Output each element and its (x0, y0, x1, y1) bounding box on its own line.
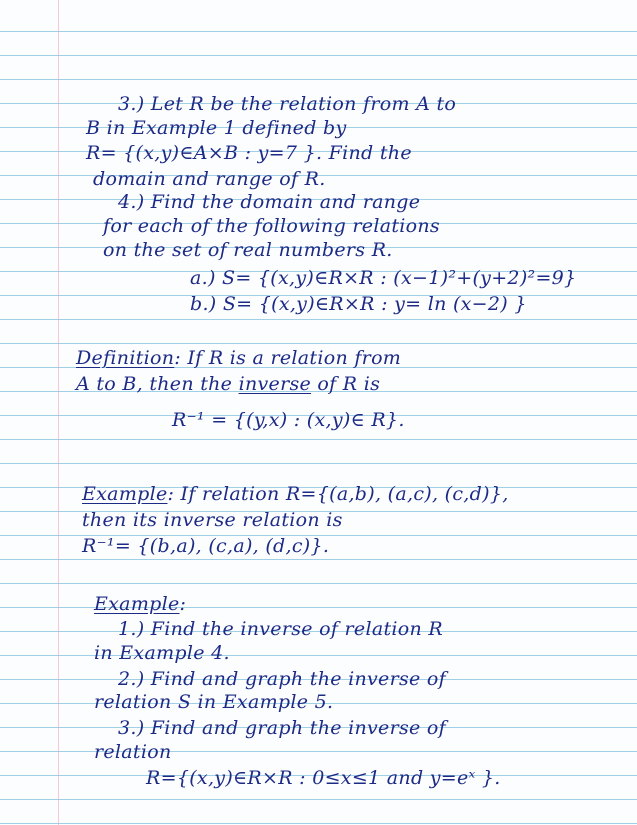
problem-4b: b.) S= {(x,y)∈R×R : y= ln (x−2) } (190, 293, 527, 315)
example-text: then its inverse relation is (82, 509, 343, 531)
problem-4-line: for each of the following relations (103, 215, 440, 237)
exercise-line: relation (94, 741, 172, 763)
exercise-line: 3.) Find and graph the inverse of (118, 717, 446, 739)
exercise-line: relation S in Example 5. (94, 691, 334, 713)
problem-4a: a.) S= {(x,y)∈R×R : (x−1)²+(y+2)²=9} (190, 267, 577, 289)
example-text: R⁻¹= {(b,a), (c,a), (d,c)}. (82, 535, 330, 557)
inverse-term: inverse (238, 373, 312, 395)
problem-3-line: domain and range of R. (93, 168, 326, 190)
example-colon: : (179, 593, 187, 615)
example-text: : If relation R={(a,b), (a,c), (c,d)}, (167, 483, 509, 505)
exercise-line: 2.) Find and graph the inverse of (118, 668, 446, 690)
definition-text: : If R is a relation from (174, 347, 402, 369)
problem-4-line: 4.) Find the domain and range (118, 191, 421, 213)
problem-4-line: on the set of real numbers R. (103, 239, 393, 261)
problem-3-line: B in Example 1 defined by (86, 117, 347, 139)
example-label: Example (82, 483, 168, 505)
problem-3-line: 3.) Let R be the relation from A to (118, 93, 457, 115)
exercise-line: 1.) Find the inverse of relation R (118, 618, 444, 640)
definition-label: Definition (76, 347, 175, 369)
problem-3-line: R= {(x,y)∈A×B : y=7 }. Find the (86, 142, 412, 164)
exercise-line: in Example 4. (94, 642, 230, 664)
example-label: Example (94, 593, 180, 615)
inverse-formula: R⁻¹ = {(y,x) : (x,y)∈ R}. (172, 409, 405, 431)
definition-text: of R is (317, 373, 381, 395)
definition-text: A to B, then the (76, 373, 233, 395)
exercise-formula: R={(x,y)∈R×R : 0≤x≤1 and y=eˣ }. (146, 767, 501, 789)
margin-rule (58, 0, 59, 825)
